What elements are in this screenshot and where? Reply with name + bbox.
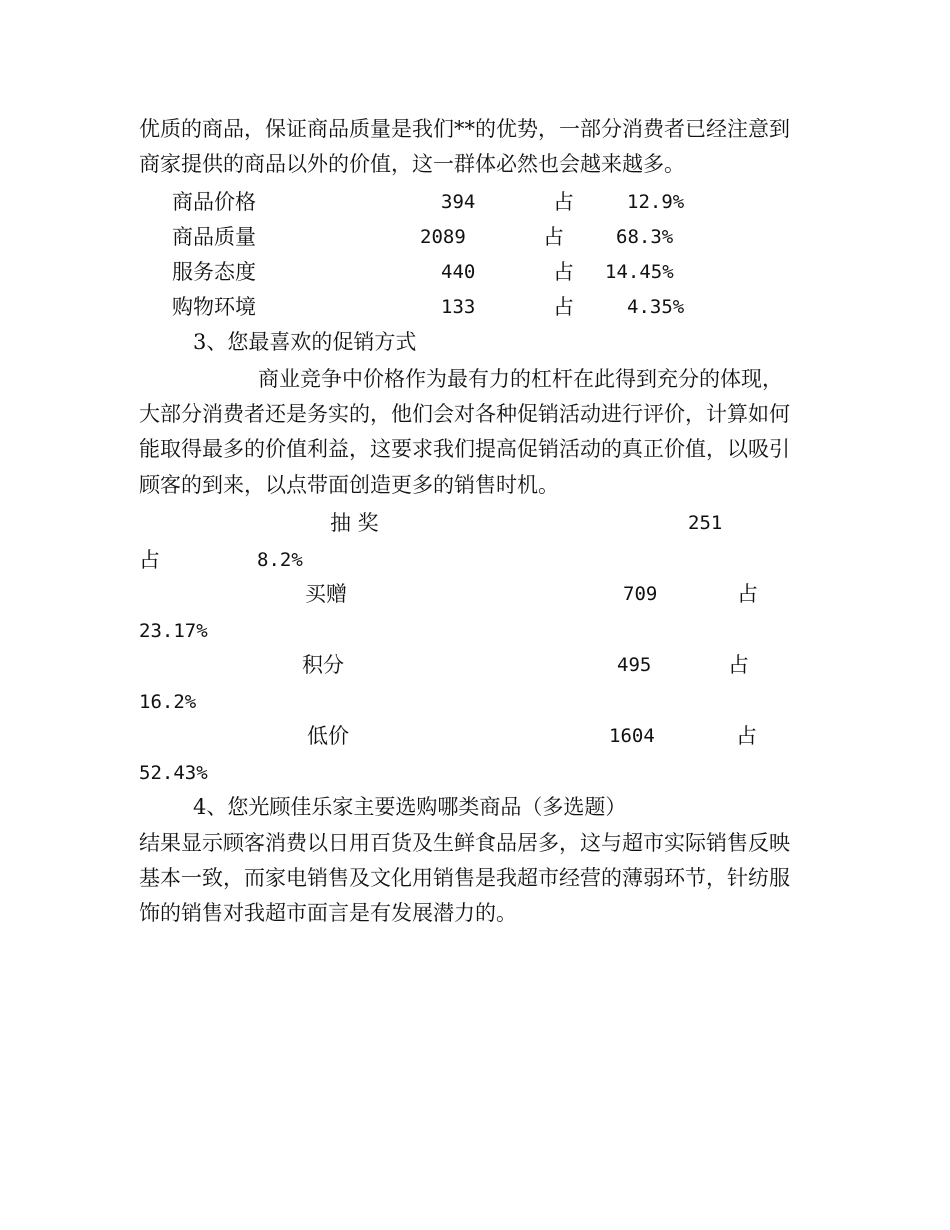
section-3-line-4: 顾客的到来，以点带面创造更多的销售时机。 <box>139 473 559 497</box>
row-count: 133 <box>441 296 476 318</box>
row-label: 低价 <box>307 724 349 748</box>
row-count: 495 <box>617 654 652 676</box>
row-zhan: 占 <box>553 190 574 214</box>
row-count: 709 <box>623 583 658 605</box>
row-label: 商品质量 <box>172 225 256 249</box>
row-percent: 14.45% <box>605 261 674 283</box>
row-zhan: 占 <box>736 724 757 748</box>
row-percent: 8.2% <box>257 549 303 571</box>
row-zhan: 占 <box>728 653 749 677</box>
row-percent: 4.35% <box>627 296 685 318</box>
section-4-line-1: 结果显示顾客消费以日用百货及生鲜食品居多，这与超市实际销售反映 <box>139 831 790 855</box>
row-count: 440 <box>441 261 476 283</box>
section-4-line-3: 饰的销售对我超市面言是有发展潜力的。 <box>139 901 517 925</box>
row-percent: 52.43% <box>139 762 208 784</box>
intro-line-1: 优质的商品，保证商品质量是我们**的优势，一部分消费者已经注意到 <box>139 117 790 141</box>
row-zhan: 占 <box>553 260 574 284</box>
row-count: 2089 <box>420 226 466 248</box>
row-label: 服务态度 <box>172 260 256 284</box>
section-4-heading: 4、您光顾佳乐家主要选购哪类商品（多选题） <box>193 795 627 819</box>
section-4-line-2: 基本一致，而家电销售及文化用销售是我超市经营的薄弱环节，针纺服 <box>139 866 790 890</box>
row-label: 抽 奖 <box>330 511 379 535</box>
row-percent: 23.17% <box>139 620 208 642</box>
section-3-line-3: 能取得最多的价值利益，这要求我们提高促销活动的真正价值，以吸引 <box>139 437 790 461</box>
row-count: 251 <box>688 512 723 534</box>
row-label: 买赠 <box>305 582 347 606</box>
row-zhan: 占 <box>139 548 160 572</box>
section-3-heading: 3、您最喜欢的促销方式 <box>193 330 417 354</box>
section-3-line-2: 大部分消费者还是务实的，他们会对各种促销活动进行评价，计算如何 <box>139 402 790 426</box>
row-label: 商品价格 <box>172 190 256 214</box>
row-label: 积分 <box>302 653 344 677</box>
row-percent: 12.9% <box>627 191 685 213</box>
intro-line-2: 商家提供的商品以外的价值，这一群体必然也会越来越多。 <box>139 152 685 176</box>
section-3-line-1: 商业竞争中价格作为最有力的杠杆在此得到充分的体现， <box>258 367 783 391</box>
row-zhan: 占 <box>543 225 564 249</box>
row-zhan: 占 <box>553 295 574 319</box>
row-percent: 16.2% <box>139 691 197 713</box>
row-count: 394 <box>441 191 476 213</box>
row-count: 1604 <box>609 725 655 747</box>
row-label: 购物环境 <box>172 295 256 319</box>
row-percent: 68.3% <box>616 226 674 248</box>
row-zhan: 占 <box>737 582 758 606</box>
